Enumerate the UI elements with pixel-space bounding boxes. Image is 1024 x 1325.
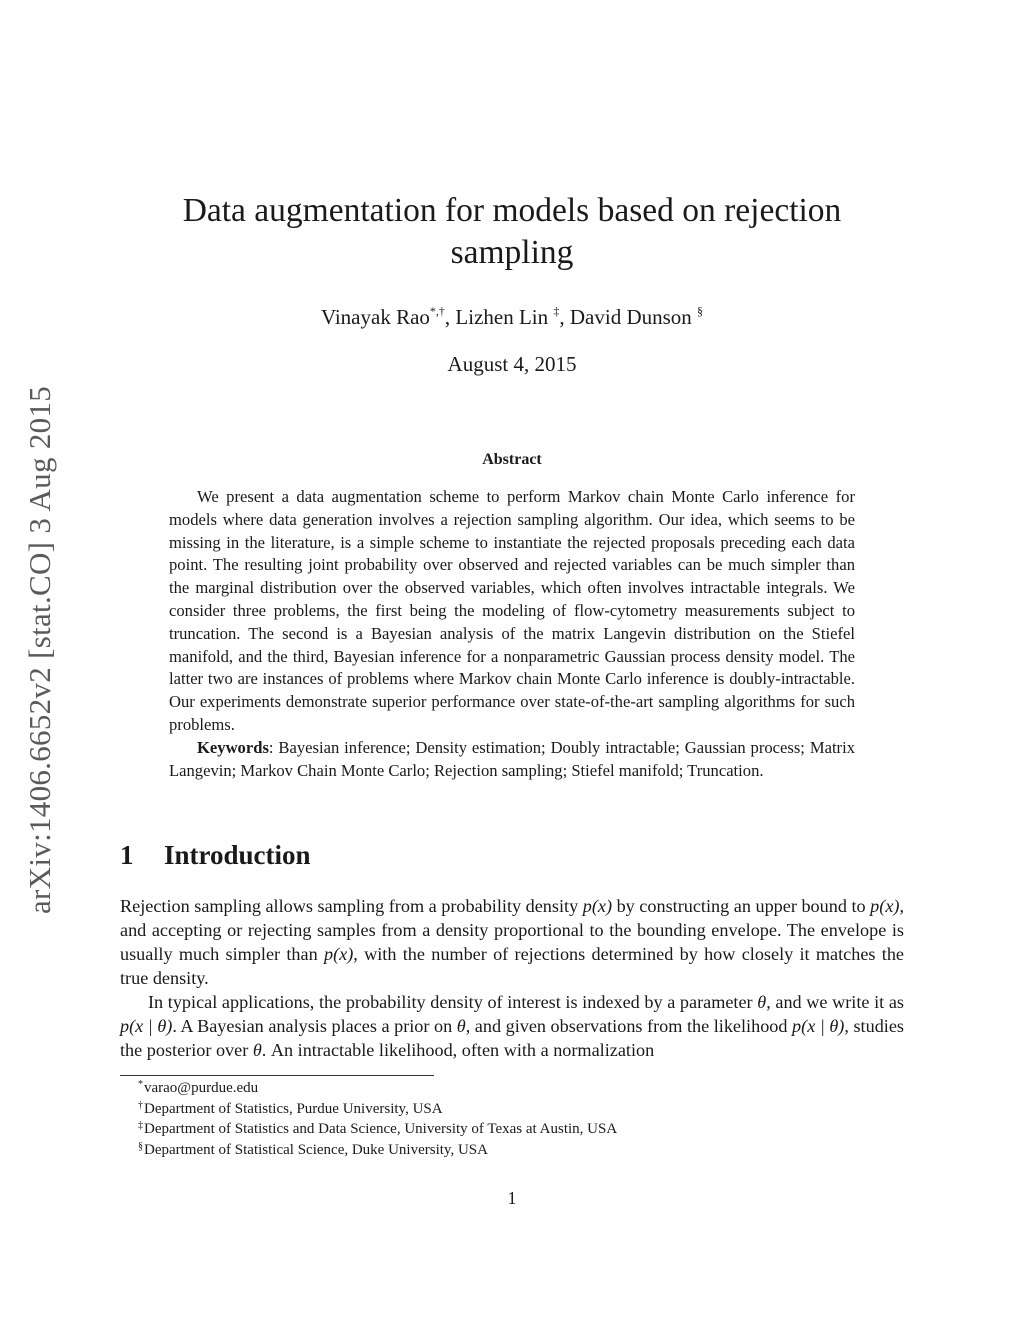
math-inline: p(x) (323, 944, 354, 964)
abstract-text: We present a data augmentation scheme to perform Markov chain Monte Carlo inference for models where data generation involves a rejection sampling algorithm. Our idea, which seems to be missing in the literature, is a simple scheme to instantiate the rejected proposals preceding each data point. The resulting joint probability over observed and rejected variables can be much simpler than the marginal distribution over the observed variables, which often involves intractable integrals. We consider three problems, the first being the modeling of flow-cytometry measurements subject to truncation. The second is a Bayesian analysis of the matrix Langevin distribution on the Stiefel manifold, and the third, Bayesian inference for a nonparametric Gaussian process density model. The latter two are instances of problems where Markov chain Monte Carlo inference is doubly-intractable. Our experiments demonstrate superior performance over state-of-the-art sampling algorithms for such problems. (169, 487, 855, 734)
footnote-mark: * (138, 1079, 143, 1090)
text-run: by constructing an upper bound to (612, 896, 871, 916)
footnote-rule (120, 1075, 434, 1076)
author-3 (570, 305, 703, 329)
author-name: Lizhen Lin (455, 305, 554, 329)
paper-date: August 4, 2015 (447, 352, 577, 376)
footnote-text: Department of Statistics and Data Science, University of Texas at Austin, USA (144, 1121, 618, 1137)
footnote-mark: ‡ (138, 1120, 143, 1131)
intro-paragraph-2 (120, 990, 904, 1062)
author-list (120, 302, 904, 332)
keywords-label: Keywords (197, 737, 269, 757)
math-inline: θ (456, 1016, 466, 1036)
keywords-text: : Bayesian inference; Density estimation; Doubly intractable; Gaussian process; Matrix Langevin; Markov Chain Monte Carlo; Rejection sampling; Stiefel manifold; Truncation. (169, 737, 855, 780)
text-run: In typical applications, the probability density of interest is indexed by a parameter (148, 992, 758, 1012)
author-1 (321, 305, 455, 329)
math-inline: θ (757, 992, 767, 1012)
section-heading (120, 840, 311, 871)
footnotes (138, 1078, 617, 1160)
math-inline: θ (252, 1040, 262, 1060)
page-number: 1 (507, 1188, 517, 1208)
footnote-mark: § (138, 1140, 143, 1152)
text-run: , studies the posterior over (120, 1016, 904, 1060)
title-line-2: sampling (450, 234, 574, 271)
math-inline: p(x) (870, 896, 900, 916)
footnote-3 (138, 1119, 617, 1140)
footnote-1 (138, 1078, 617, 1099)
text-run: . An intractable likelihood, often with a normalization (261, 1040, 655, 1060)
abstract (169, 486, 855, 782)
footnote-4 (138, 1140, 617, 1161)
author-affiliation-marks: *,† (429, 304, 445, 318)
arxiv-identifier: arXiv:1406.6652v2 [stat.CO] 3 Aug 2015 (22, 385, 57, 915)
author-name: David Dunson (569, 305, 698, 329)
author-affiliation-marks: § (697, 304, 704, 318)
footnote-email-link[interactable]: varao@purdue.edu (144, 1080, 259, 1096)
author-separator: , (444, 305, 456, 329)
text-run: Rejection sampling allows sampling from a probability density (120, 896, 583, 916)
author-separator: , (559, 305, 570, 329)
math-inline: p(x) (582, 896, 613, 916)
paper-title (120, 190, 904, 274)
footnote-text: Department of Statistical Science, Duke University, USA (144, 1141, 488, 1158)
intro-paragraph-1 (120, 894, 904, 990)
text-run: , and we write it as (766, 992, 905, 1012)
section-title: Introduction (164, 840, 311, 870)
section-number: 1 (120, 840, 134, 870)
footnote-mark: † (138, 1099, 143, 1111)
footnote-2 (138, 1099, 617, 1120)
keywords (169, 737, 855, 783)
title-line-1: Data augmentation for models based on rejection (182, 192, 842, 229)
math-inline: p(x | θ) (120, 1016, 173, 1036)
abstract-heading: Abstract (482, 451, 542, 468)
math-inline: p(x | θ) (792, 1016, 845, 1036)
author-2 (455, 305, 569, 329)
text-run: , with the number of rejections determined by how closely it matches the true density. (120, 944, 905, 988)
text-run: , and given observations from the likelihood (465, 1016, 793, 1036)
introduction-body (120, 894, 904, 1062)
author-name: Vinayak Rao (320, 305, 430, 329)
author-affiliation-marks: ‡ (553, 304, 560, 318)
text-run: , and accepting or rejecting samples from a density proportional to the bounding envelope. The envelope is usually much simpler than (120, 896, 904, 964)
footnote-text: Department of Statistics, Purdue University, USA (144, 1100, 443, 1117)
arxiv-sidebar-stamp (20, 360, 60, 940)
text-run: . A Bayesian analysis places a prior on (172, 1016, 457, 1036)
